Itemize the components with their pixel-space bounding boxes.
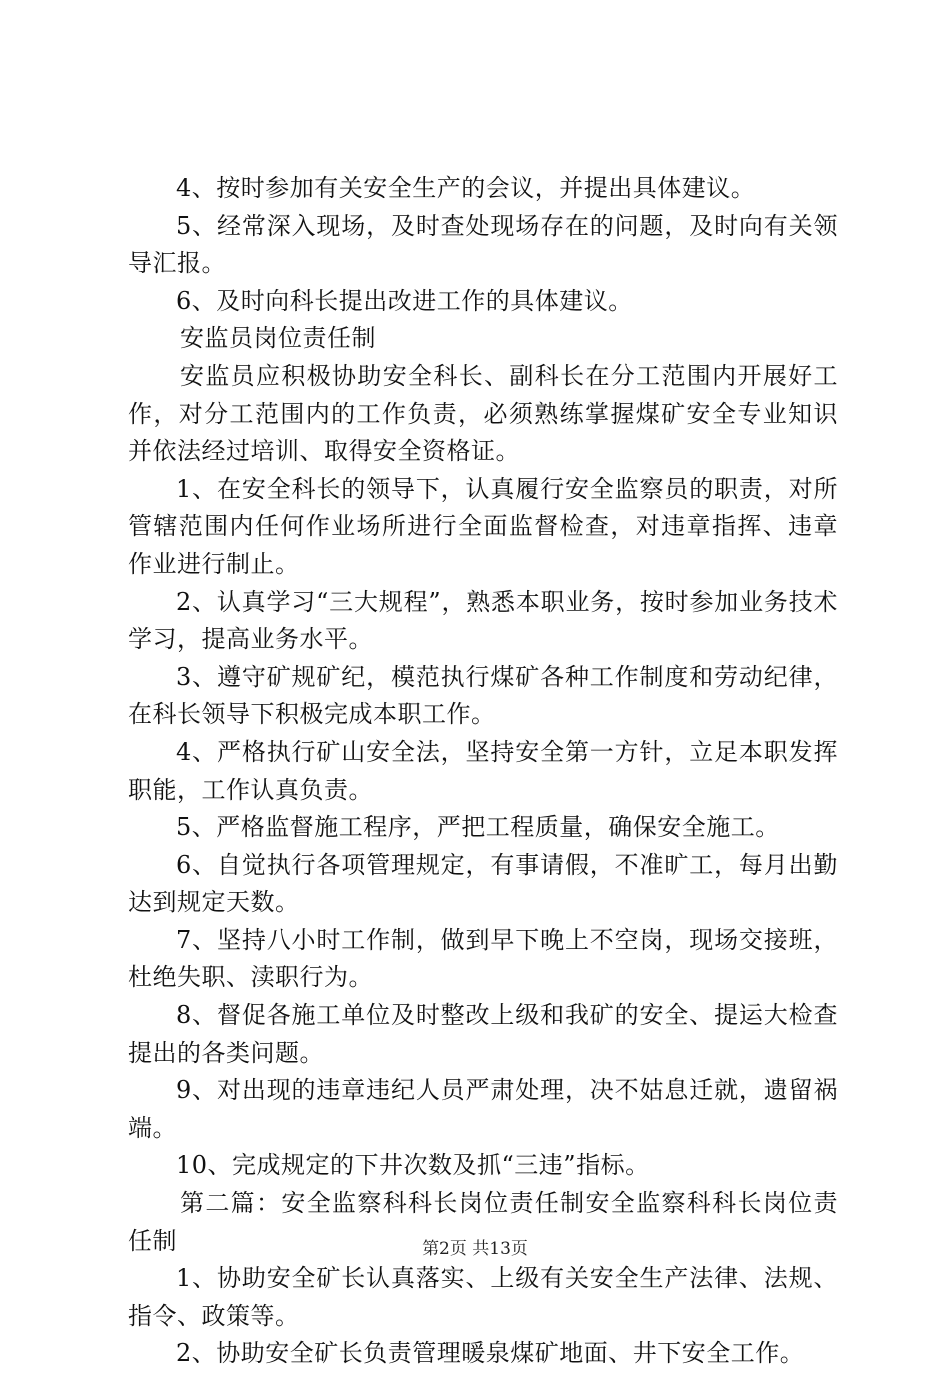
chapter-heading: 第二篇：安全监察科科长岗位责任制安全监察科科长岗位责任制: [128, 1189, 838, 1255]
duty-item-2: 2、认真学习“三大规程”，熟悉本职业务，按时参加业务技术学习，提高业务水平。: [128, 587, 838, 654]
duty-item-5: 5、严格监督施工程序，严把工程质量，确保安全施工。: [176, 813, 780, 842]
duty-item-8: 8、督促各施工单位及时整改上级和我矿的安全、提运大检查提出的各类问题。: [128, 1001, 838, 1067]
duty-item-4: 4、严格执行矿山安全法，坚持安全第一方针，立足本职发挥职能，工作认真负责。: [128, 737, 838, 804]
paragraph-item-4: 4、按时参加有关安全生产的会议，并提出具体建议。: [176, 174, 756, 202]
duty-item-10: 10、完成规定的下井次数及抓“三违”指标。: [176, 1151, 650, 1180]
paragraph-item-5: 5、经常深入现场，及时查处现场存在的问题，及时向有关领导汇报。: [128, 211, 838, 278]
duty-item-7: 7、坚持八小时工作制，做到早下晚上不空岗，现场交接班，杜绝失职、渎职行为。: [128, 925, 838, 992]
duty-item-9: 9、对出现的违章违纪人员严肃处理，决不姑息迁就，遗留祸端。: [128, 1076, 838, 1142]
duty-item-3: 3、遵守矿规矿纪，模范执行煤矿各种工作制度和劳动纪律，在科长领导下积极完成本职工作。: [128, 662, 838, 729]
section-heading: 安监员岗位责任制: [180, 324, 376, 353]
chief-duty-item-1: 1、协助安全矿长认真落实、上级有关安全生产法律、法规、指令、政策等。: [128, 1264, 838, 1330]
paragraph-item-6: 6、及时向科长提出改进工作的具体建议。: [176, 286, 633, 315]
duty-item-1: 1、在安全科长的领导下，认真履行安全监察员的职责，对所管辖范围内任何作业场所进行全面监督检查，对违章指挥、违章作业进行制止。: [128, 474, 838, 578]
page-number-footer: 第2页 共13页: [422, 1239, 528, 1259]
document-body: [128, 170, 838, 1373]
chief-duty-item-2: 2、协助安全矿长负责管理暖泉煤矿地面、井下安全工作。: [176, 1339, 805, 1368]
section-intro: 安监员应积极协助安全科长、副科长在分工范围内开展好工作，对分工范围内的工作负责，必须熟练掌握煤矿安全专业知识并依法经过培训、取得安全资格证。: [128, 361, 838, 466]
duty-item-6: 6、自觉执行各项管理规定，有事请假，不准旷工，每月出勤达到规定天数。: [128, 850, 838, 917]
